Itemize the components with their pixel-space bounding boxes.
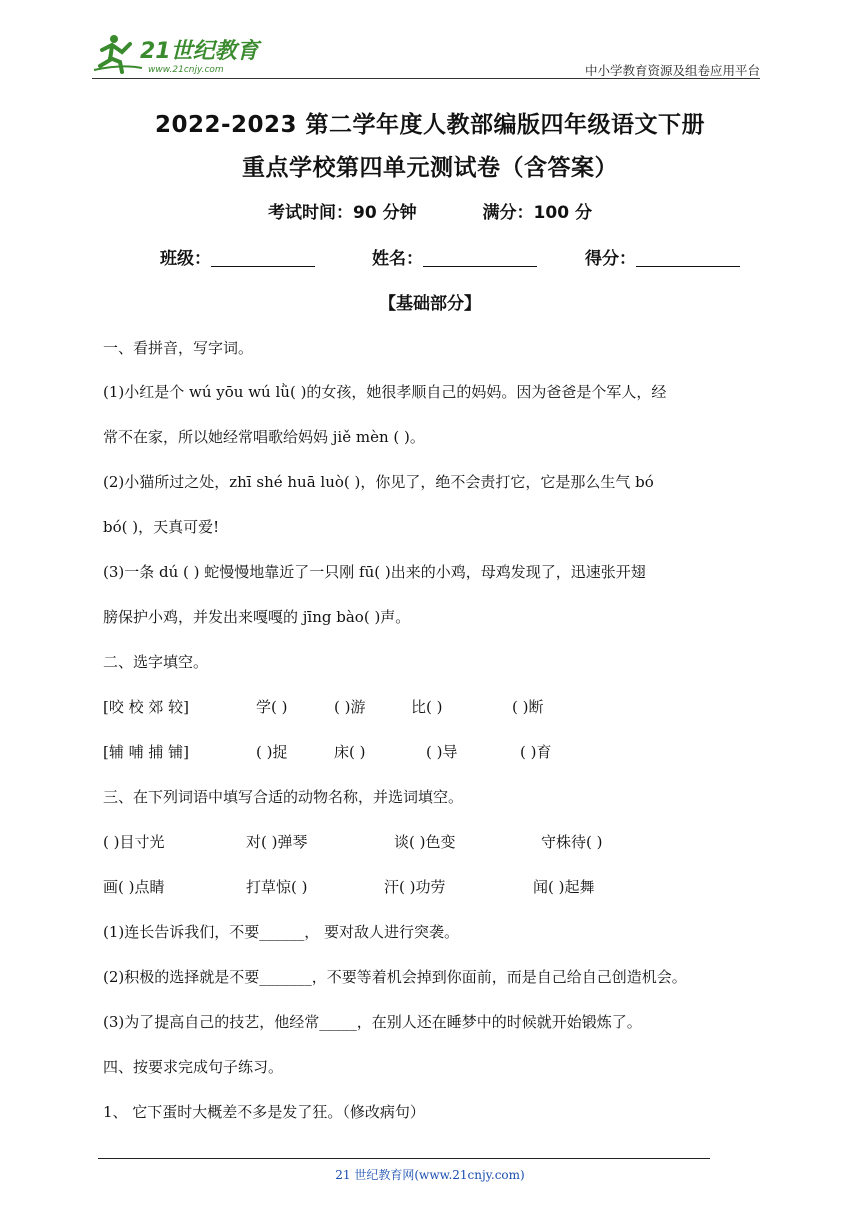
- q2-blank-item[interactable]: ( )断: [512, 698, 544, 716]
- q2-blank-item[interactable]: 床( ): [334, 743, 366, 761]
- q3-heading: 三、在下列词语中填写合适的动物名称，并选词填空。: [103, 788, 464, 806]
- q3-idiom[interactable]: 打草惊( ): [246, 878, 308, 896]
- q3-sentence: (3)为了提高自己的技艺，他经常_____，在别人还在睡梦中的时候就开始锻炼了。: [103, 1013, 642, 1031]
- exam-full-score: 满分：100 分: [482, 203, 592, 223]
- footer-link[interactable]: 21 世纪教育网(www.21cnjy.com): [335, 1168, 525, 1182]
- q1-line: 膀保护小鸡，并发出来嘎嘎的 jīng bào( )声。: [103, 608, 411, 626]
- q3-idiom[interactable]: 守株待( ): [541, 833, 603, 851]
- q3-sentence: (1)连长告诉我们，不要______， 要对敌人进行突袭。: [103, 923, 460, 941]
- q2-blank-item[interactable]: ( )捉: [256, 743, 288, 761]
- q2-heading: 二、选字填空。: [103, 653, 209, 671]
- svg-text:www.21cnjy.com: www.21cnjy.com: [148, 65, 224, 75]
- q1-line: bó( )，天真可爱!: [103, 518, 220, 536]
- header-platform-text: 中小学教育资源及组卷应用平台: [584, 63, 760, 78]
- q1-line: (1)小红是个 wú yōu wú lǜ( )的女孩，她很孝顺自己的妈妈。因为爸爸是个军人，经: [103, 383, 667, 401]
- q3-idiom[interactable]: 谈( )色变: [394, 833, 456, 851]
- q3-idiom[interactable]: 画( )点睛: [103, 878, 165, 896]
- class-label: 班级：: [160, 249, 211, 269]
- exam-title-line1: 2022-2023 第二学年度人教部编版四年级语文下册: [154, 112, 706, 138]
- site-logo[interactable]: [92, 30, 262, 76]
- name-field[interactable]: [372, 244, 537, 269]
- page-header: [92, 30, 760, 80]
- q4-sentence: 1、 它下蛋时大概差不多是发了狂。（修改病句）: [103, 1103, 425, 1121]
- q1-heading: 一、看拼音，写字词。: [103, 339, 254, 357]
- q2-option-set: [辅 哺 捕 铺]: [103, 743, 190, 761]
- q2-blank-item[interactable]: ( )导: [426, 743, 458, 761]
- exam-title-line2: 重点学校第四单元测试卷（含答案）: [242, 155, 618, 181]
- class-blank[interactable]: [211, 248, 315, 267]
- q2-option-set: [咬 校 郊 较]: [103, 698, 190, 716]
- section-title: 【基础部分】: [379, 294, 481, 314]
- q1-line: 常不在家，所以她经常唱歌给妈妈 jiě mèn ( )。: [103, 428, 425, 446]
- class-field[interactable]: [160, 244, 315, 269]
- svg-text:21世纪教育: 21世纪教育: [140, 39, 259, 64]
- q3-idiom[interactable]: 闻( )起舞: [533, 878, 595, 896]
- header-divider: [92, 78, 760, 79]
- q2-blank-item[interactable]: ( )育: [520, 743, 552, 761]
- name-label: 姓名：: [372, 249, 423, 269]
- q2-blank-item[interactable]: 比( ): [411, 698, 443, 716]
- logo-graphic: [92, 30, 262, 76]
- grade-label: 得分：: [585, 249, 636, 269]
- exam-time: 考试时间：90 分钟: [268, 203, 417, 223]
- grade-field[interactable]: [585, 244, 740, 269]
- footer-divider: [98, 1158, 710, 1159]
- q2-blank-item[interactable]: 学( ): [256, 698, 288, 716]
- grade-blank[interactable]: [636, 248, 740, 267]
- q3-sentence: (2)积极的选择就是不要_______，不要等着机会掉到你面前，而是自己给自己创造机会。: [103, 968, 687, 986]
- q3-idiom[interactable]: ( )目寸光: [103, 833, 165, 851]
- q3-idiom[interactable]: 汗( )功劳: [384, 878, 446, 896]
- q1-line: (2)小猫所过之处，zhī shé huā luò( )，你见了，绝不会责打它，它是那么生气 bó: [103, 473, 654, 491]
- q4-heading: 四、按要求完成句子练习。: [103, 1058, 284, 1076]
- q1-line: (3)一条 dú ( ) 蛇慢慢地靠近了一只刚 fū( )出来的小鸡，母鸡发现了，迅速张开翅: [103, 563, 646, 581]
- q3-idiom[interactable]: 对( )弹琴: [246, 833, 308, 851]
- name-blank[interactable]: [423, 248, 537, 267]
- q2-blank-item[interactable]: ( )游: [334, 698, 366, 716]
- exam-meta: [0, 198, 860, 223]
